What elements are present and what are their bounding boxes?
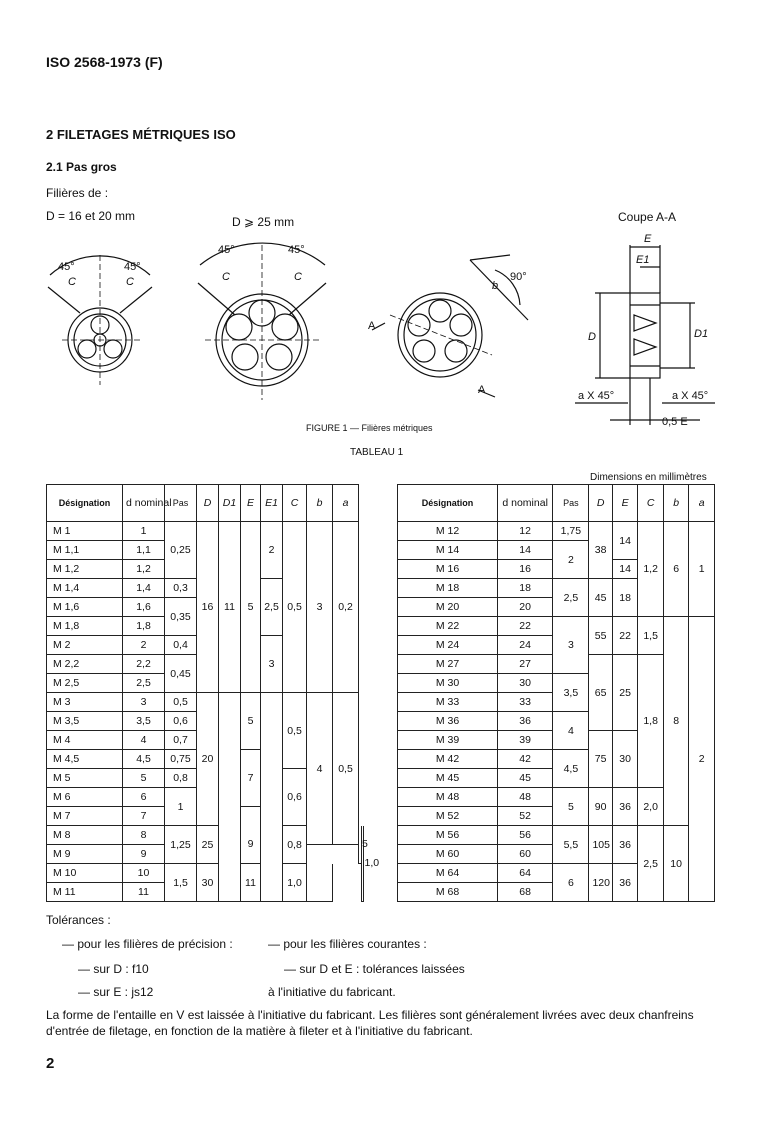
table-row: M 22 — [398, 617, 498, 636]
table-row: M 3,5 — [47, 712, 123, 731]
lh-b: b — [307, 485, 333, 522]
label-e: E — [644, 233, 652, 245]
figure-1-drawings — [0, 225, 778, 430]
table-row: M 1,1 — [47, 541, 123, 560]
table-row: M 39 — [398, 731, 498, 750]
rh-b: b — [663, 485, 689, 522]
figure-caption: FIGURE 1 — Filières métriques — [306, 423, 433, 433]
tol-courantes: — pour les filières courantes : — [268, 937, 427, 951]
lh-E: E — [241, 485, 261, 522]
tol-sur-e: — sur E : js12 — [78, 985, 154, 999]
tol-fabricant: à l'initiative du fabricant. — [268, 985, 396, 999]
label-05e: 0,5 E — [662, 416, 688, 428]
table-row: M 10 — [47, 864, 123, 883]
label-c-3: C — [222, 271, 230, 283]
table-row: M 1,2 — [47, 560, 123, 579]
tol-precision: — pour les filières de précision : — [62, 937, 233, 951]
rh-D: D — [589, 485, 612, 522]
table-row: M 5 — [47, 769, 123, 788]
lh-D1: D1 — [219, 485, 241, 522]
rh-pas: Pas — [553, 485, 589, 522]
table-row: M 1 — [47, 522, 123, 541]
tol-sur-d: — sur D : f10 — [78, 962, 149, 976]
label-a-2: A — [478, 384, 486, 396]
table-row: M 64 — [398, 864, 498, 883]
rh-C: C — [638, 485, 664, 522]
lh-E1: E1 — [261, 485, 283, 522]
die-large-drawing — [198, 243, 326, 400]
label-a45-1: a X 45° — [578, 390, 615, 402]
label-a45-2: a X 45° — [672, 390, 709, 402]
table-row: M 68 — [398, 883, 498, 902]
body-paragraph: La forme de l'entaille en V est laissée à l'initiative du fabricant. Les filières sont généralement livrées avec deux chanfreins d'entrée de filetage, en fonction de la matière à fileter et à l'initiative du fabricant. — [46, 1008, 694, 1038]
table-row: M 12 — [398, 522, 498, 541]
die-small-drawing — [48, 255, 152, 385]
table-row: M 4 — [47, 731, 123, 750]
table-row: M 8 — [47, 826, 123, 845]
table-left: Désignation d nominal Pas D D1 E E1 C b a M 1 1 0,25 16 11 5 2 0,5 3 0,2 M 1,1 1,1 M 1,2 1,2 M 1,4 1,4 0,3 2,5 M 1,6 1,6 0,35 M 1,8 1,8 M 2 2 0,4 3 M 2,2 2,2 0,45 M 2,5 2,5 M 3 3 0,5 20 5 0,5 4 0,5 M 3,5 3,5 0,6 M 4 4 0,7 M 4,5 4,5 0,75 7 M 5 5 0,8 0,6 M 6 6 1 M 7 7 M 8 8 1,25 25 9 0,8 5 1,0 M 9 9 M 10 10 1,5 30 11 1,0 M 11 11 — [46, 484, 364, 902]
coupe-label: Coupe A-A — [618, 210, 677, 224]
dims-note: Dimensions en millimètres — [590, 472, 707, 483]
die-angle-drawing — [372, 255, 528, 397]
table-row: M 3 — [47, 693, 123, 712]
rh-a: a — [689, 485, 715, 522]
subsection-title: 2.1 Pas gros — [46, 160, 117, 174]
table-row: M 33 — [398, 693, 498, 712]
table-row: M 4,5 — [47, 750, 123, 769]
table-row: M 48 — [398, 788, 498, 807]
table-row: M 16 — [398, 560, 498, 579]
lh-C: C — [283, 485, 307, 522]
d-small-label: D = 16 et 20 mm — [46, 209, 136, 223]
label-d1: D1 — [694, 328, 709, 340]
angle-label-3: 45° — [218, 244, 235, 256]
table-row: M 2,5 — [47, 674, 123, 693]
label-a-1: A — [368, 320, 376, 332]
angle-label-4: 45° — [288, 244, 305, 256]
table-row: M 27 — [398, 655, 498, 674]
table-row: M 52 — [398, 807, 498, 826]
table-row: M 60 — [398, 845, 498, 864]
table-row: M 1,8 — [47, 617, 123, 636]
table-row: M 7 — [47, 807, 123, 826]
table-row: M 30 — [398, 674, 498, 693]
tol-sur-de: — sur D et E : tolérances laissées — [284, 962, 465, 976]
lh-pas: Pas — [165, 485, 197, 522]
table-row: M 36 — [398, 712, 498, 731]
table-row: M 2,2 — [47, 655, 123, 674]
table-row: M 56 — [398, 826, 498, 845]
angle-label-1: 45° — [58, 261, 75, 273]
rh-d: d nominal — [497, 485, 552, 522]
rh-E: E — [612, 485, 638, 522]
table-row: M 18 — [398, 579, 498, 598]
filieres-label: Filières de : — [46, 186, 109, 200]
table-row: M 2 — [47, 636, 123, 655]
table-row: M 9 — [47, 845, 123, 864]
tolerances-title: Tolérances : — [46, 913, 111, 927]
lh-D: D — [197, 485, 219, 522]
d-large-label: D ⩾ 25 mm — [232, 215, 295, 229]
angle-label-90: 90° — [510, 271, 527, 283]
table-row: M 11 — [47, 883, 123, 902]
table-row: M 1,4 — [47, 579, 123, 598]
table-right: Désignation d nominal Pas D E C b a M 12 12 1,75 38 14 1,2 6 1 M 14 14 2 M 16 16 14 M 18 18 2,5 45 18 M 20 20 M 22 22 3 55 22 1,5 8 2 M 24 24 M 27 27 65 25 1,8 M 30 30 3,5 M 33 33 M 36 36 4 M 39 39 75 30 M 42 42 4,5 M 45 45 M 48 48 5 90 36 2,0 M 52 52 M 56 56 5,5 105 36 2,5 10 M 60 60 M 64 64 6 120 36 M 68 68 — [397, 484, 715, 902]
label-e1: E1 — [636, 254, 650, 266]
table-row: M 14 — [398, 541, 498, 560]
label-c-2: C — [126, 276, 134, 288]
table-row: M 42 — [398, 750, 498, 769]
label-c-4: C — [294, 271, 302, 283]
lh-a: a — [333, 485, 359, 522]
angle-label-2: 45° — [124, 261, 141, 273]
label-d: D — [588, 331, 596, 343]
section-title: 2 FILETAGES MÉTRIQUES ISO — [46, 127, 236, 142]
lh-designation: Désignation — [47, 485, 123, 522]
table-row: M 1,6 — [47, 598, 123, 617]
lh-d: d nominal — [123, 485, 165, 522]
table-caption: TABLEAU 1 — [350, 447, 404, 458]
table-row: M 20 — [398, 598, 498, 617]
page-number: 2 — [46, 1055, 55, 1072]
table-row: M 24 — [398, 636, 498, 655]
table-row: M 45 — [398, 769, 498, 788]
document-header: ISO 2568-1973 (F) — [46, 54, 163, 70]
table-row: M 6 — [47, 788, 123, 807]
rh-designation: Désignation — [398, 485, 498, 522]
label-b: b — [492, 280, 499, 292]
label-c-1: C — [68, 276, 76, 288]
